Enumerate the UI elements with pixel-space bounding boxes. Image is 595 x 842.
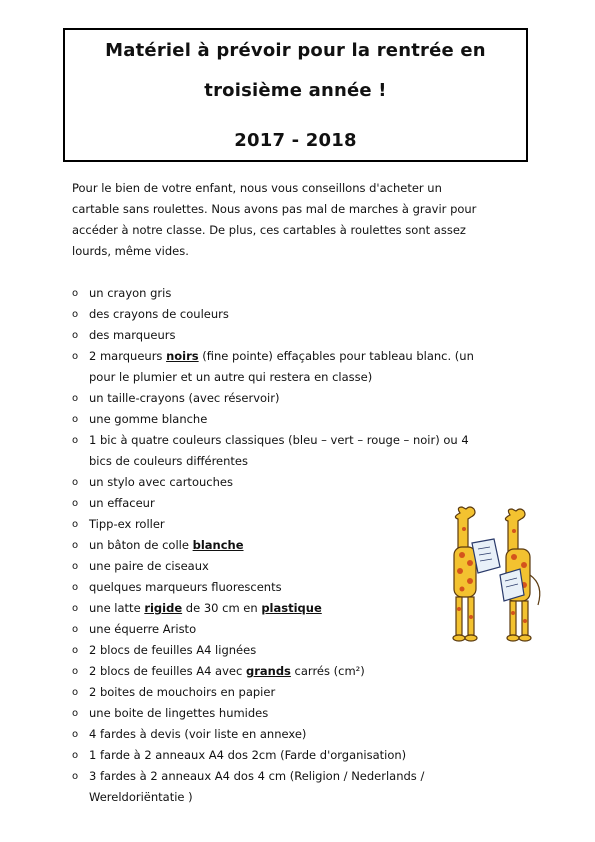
list-item-text: carrés (cm²): [290, 664, 365, 678]
list-item: [72, 766, 532, 787]
bullet-icon: o: [72, 729, 79, 740]
bullet-icon: o: [72, 561, 79, 572]
list-item: [72, 304, 532, 325]
list-item: [72, 325, 532, 346]
list-item-text: 2 blocs de feuilles A4 avec: [89, 664, 246, 678]
bullet-icon: o: [72, 288, 79, 299]
list-item-text: des marqueurs: [89, 328, 176, 342]
list-item: [72, 346, 532, 367]
list-item-text: une équerre Aristo: [89, 622, 197, 636]
list-item: [72, 682, 532, 703]
list-item-text: un effaceur: [89, 496, 155, 510]
list-item: [72, 388, 532, 409]
list-item-text: 1 bic à quatre couleurs classiques (bleu – vert – rouge – noir) ou 4: [89, 433, 469, 447]
list-item: [72, 703, 532, 724]
list-item-text: (fine pointe) effaçables pour tableau blanc. (un: [198, 349, 474, 363]
title-line-1: Matériel à prévoir pour la rentrée en: [105, 40, 486, 61]
list-item-text: 2 marqueurs: [89, 349, 167, 363]
bullet-icon: o: [72, 666, 79, 677]
list-item: [72, 661, 532, 682]
list-item-continuation: [72, 451, 532, 472]
intro-line: lourds, même vides.: [72, 244, 189, 258]
list-item: [72, 745, 532, 766]
bullet-icon: o: [72, 393, 79, 404]
bullet-icon: o: [72, 309, 79, 320]
list-item-text: une paire de ciseaux: [89, 559, 209, 573]
intro-line: accéder à notre classe. De plus, ces cartables à roulettes sont assez: [72, 223, 466, 237]
title-year: 2017 - 2018: [234, 130, 357, 151]
intro-line: Pour le bien de votre enfant, nous vous conseillons d'acheter un: [72, 181, 442, 195]
bullet-icon: o: [72, 582, 79, 593]
list-item-text: 3 fardes à 2 anneaux A4 dos 4 cm (Religion / Nederlands /: [89, 769, 425, 783]
bullet-icon: o: [72, 624, 79, 635]
emphasized-word: rigide: [144, 601, 183, 615]
giraffes-reading-illustration: [440, 505, 550, 645]
intro-paragraph: [72, 178, 522, 262]
intro-line: cartable sans roulettes. Nous avons pas mal de marches à gravir pour: [72, 202, 477, 216]
bullet-icon: o: [72, 750, 79, 761]
bullet-icon: o: [72, 414, 79, 425]
list-item-text: bics de couleurs différentes: [89, 454, 248, 468]
title-box: [63, 28, 528, 162]
bullet-icon: o: [72, 477, 79, 488]
emphasized-word: blanche: [192, 538, 244, 552]
list-item: [72, 283, 532, 304]
emphasized-word: grands: [245, 664, 291, 678]
list-item-text: un taille-crayons (avec réservoir): [89, 391, 280, 405]
list-item-text: des crayons de couleurs: [89, 307, 229, 321]
list-item-continuation: [72, 367, 532, 388]
list-item: [72, 472, 532, 493]
list-item: [72, 724, 532, 745]
list-item-text: une boite de lingettes humides: [89, 706, 269, 720]
list-item-text: un crayon gris: [89, 286, 172, 300]
list-item-text: une latte: [89, 601, 145, 615]
bullet-icon: o: [72, 603, 79, 614]
list-item-text: pour le plumier et un autre qui restera en classe): [89, 370, 373, 384]
list-item-text: 1 farde à 2 anneaux A4 dos 2cm (Farde d'organisation): [89, 748, 407, 762]
list-item-text: Tipp-ex roller: [89, 517, 165, 531]
bullet-icon: o: [72, 708, 79, 719]
list-item-text: un stylo avec cartouches: [89, 475, 233, 489]
list-item-text: 2 boites de mouchoirs en papier: [89, 685, 276, 699]
list-item-continuation: [72, 787, 532, 808]
list-item: [72, 430, 532, 451]
list-item: [72, 409, 532, 430]
list-item-text: 2 blocs de feuilles A4 lignées: [89, 643, 257, 657]
emphasized-word: noirs: [166, 349, 199, 363]
list-item-text: une gomme blanche: [89, 412, 208, 426]
list-item-text: 4 fardes à devis (voir liste en annexe): [89, 727, 307, 741]
bullet-icon: o: [72, 498, 79, 509]
list-item-text: un bâton de colle: [89, 538, 193, 552]
bullet-icon: o: [72, 351, 79, 362]
bullet-icon: o: [72, 645, 79, 656]
list-item-text: Wereldoriëntatie ): [89, 790, 193, 804]
bullet-icon: o: [72, 771, 79, 782]
bullet-icon: o: [72, 687, 79, 698]
list-item-text: de 30 cm en: [182, 601, 262, 615]
bullet-icon: o: [72, 519, 79, 530]
bullet-icon: o: [72, 540, 79, 551]
bullet-icon: o: [72, 330, 79, 341]
list-item-text: quelques marqueurs fluorescents: [89, 580, 282, 594]
emphasized-word: plastique: [261, 601, 322, 615]
bullet-icon: o: [72, 435, 79, 446]
title-line-2: troisième année !: [204, 80, 387, 101]
